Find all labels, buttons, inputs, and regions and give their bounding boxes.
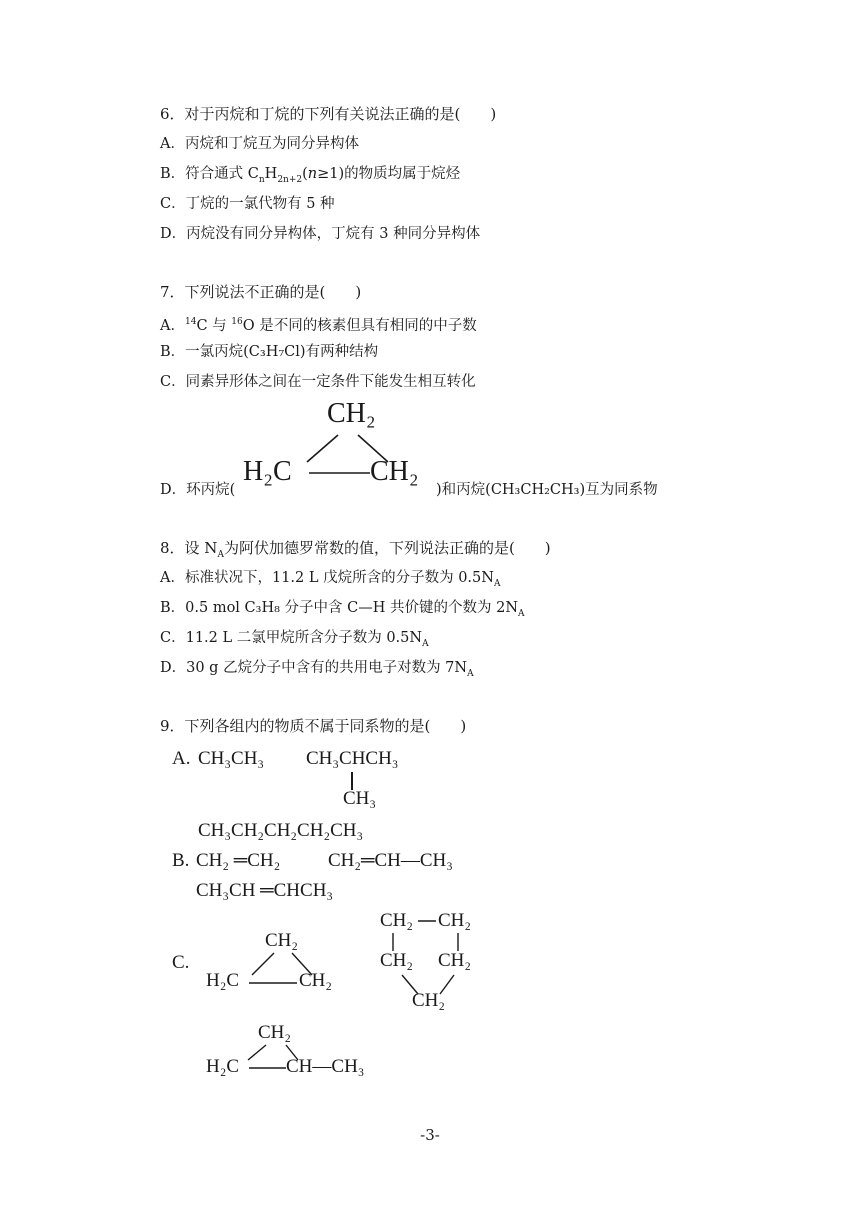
q6-b-sub-n: n xyxy=(258,174,265,185)
q6-b-paren: ( xyxy=(302,166,308,182)
q7-a-post: O 是不同的核素但具有相同的中子数 xyxy=(242,317,477,334)
q7-option-c: C．同素异形体之间在一定条件下能发生相互转化 xyxy=(160,374,476,390)
q7-ring-left: H₂C xyxy=(243,456,292,487)
q9-c2-mid-right: CH₂ xyxy=(438,950,472,971)
q9-b-label: B. xyxy=(172,850,190,871)
q9-a-pentane: CH₃CH₂CH₂CH₂CH₃ xyxy=(198,820,364,841)
q6-b-h: H xyxy=(264,166,278,182)
q7-option-d-prefix: D．环丙烷( xyxy=(160,482,236,498)
q9-c3-top: CH₂ xyxy=(258,1022,292,1043)
q7-option-d-suffix: )和丙烷(CH₃CH₂CH₃)互为同系物 xyxy=(436,482,658,498)
q9-c2-top-left: CH₂ xyxy=(380,910,414,931)
q7-stem: 7．下列说法不正确的是( ) xyxy=(160,283,362,301)
q9-b-propene: CH₂═CH—CH₃ xyxy=(328,850,453,871)
q7-ring-top: CH₂ xyxy=(327,398,376,429)
q8-option-a: A．标准状况下，11.2 L 戊烷所含的分子数为 $0.5N_A$ xyxy=(160,570,501,589)
q9-c3-left: H₂C xyxy=(206,1056,240,1077)
q6-option-d: D．丙烷没有同分异构体，丁烷有 3 种同分异构体 xyxy=(160,226,481,242)
q9-c2-top-right: CH₂ xyxy=(438,910,472,931)
q9-c1-top: CH₂ xyxy=(265,930,299,951)
q6-option-c: C．丁烷的一氯代物有 5 种 xyxy=(160,196,335,212)
q9-c2-mid-left: CH₂ xyxy=(380,950,414,971)
q9-b-butene: CH₃CH ═CHCH₃ xyxy=(196,880,334,901)
q8-option-d: D．30 g 乙烷分子中含有的共用电子对数为 $7N_A$ xyxy=(160,660,474,679)
q7-a-sup14: 14 xyxy=(184,317,197,327)
q9-stem: 9．下列各组内的物质不属于同系物的是( ) xyxy=(160,717,467,735)
q7-a-sup16: 16 xyxy=(231,317,243,327)
q8-option-b: B．0.5 mol C₃H₈ 分子中含 C—H 共价键的个数为 $2N_A$ xyxy=(160,600,525,619)
q7-a-mid: C 与 xyxy=(196,317,232,334)
q7-option-b: B．一氯丙烷(C₃H₇Cl)有两种结构 xyxy=(160,344,379,360)
q9-a-branch: CH₃ xyxy=(343,788,377,809)
q9-c1-right: CH₂ xyxy=(299,970,333,991)
q6-option-a: A．丙烷和丁烷互为同分异构体 xyxy=(160,136,359,152)
page-number: -3- xyxy=(420,1126,440,1144)
q9-a-isobutane: CH₃CHCH₃ xyxy=(306,748,399,769)
q8-stem-pre: 8．设 N xyxy=(160,539,218,557)
q7-a-prefix: A． xyxy=(160,317,185,334)
q6-b-prefix: B．符合通式 C xyxy=(160,166,259,182)
q9-b-ethene: CH₂ ═CH₂ xyxy=(196,850,281,871)
q9-c1-left: H₂C xyxy=(206,970,240,991)
q7-ring-right: CH₂ xyxy=(370,456,419,487)
q9-c-label: C. xyxy=(172,952,190,973)
q8-stem-post: 为阿伏加德罗常数的值，下列说法正确的是( ) xyxy=(223,539,551,557)
q6-stem: 6．对于丙烷和丁烷的下列有关说法正确的是( ) xyxy=(160,105,497,123)
q9-c2-bottom: CH₂ xyxy=(412,990,446,1011)
q6-b-n: n xyxy=(307,166,318,182)
q9-a-ethane: CH₃CH₃ xyxy=(198,748,265,769)
q6-b-rest: ≥1)的物质均属于烷烃 xyxy=(317,166,461,182)
q6-b-sub-2n2: 2n+2 xyxy=(277,174,303,185)
q8-option-c: C．11.2 L 二氯甲烷所含分子数为 $0.5N_A$ xyxy=(160,630,429,649)
q9-c3-right: CH—CH₃ xyxy=(286,1056,365,1077)
q8-stem-sub: A xyxy=(217,550,224,560)
q9-a-label: A. xyxy=(172,748,191,769)
